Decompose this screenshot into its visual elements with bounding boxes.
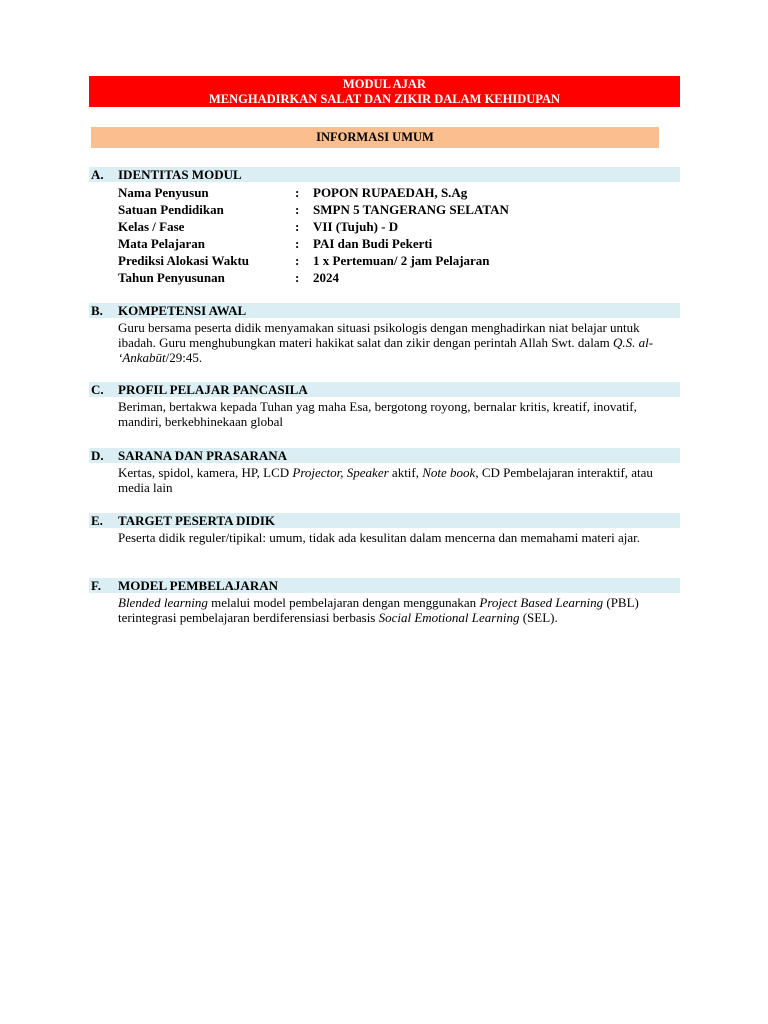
identity-table xyxy=(89,184,680,286)
body-text-italic: Projector, Speaker xyxy=(292,465,389,480)
section-letter: C. xyxy=(91,382,104,397)
section-target-peserta-didik xyxy=(89,513,680,545)
identity-label: Mata Pelajaran xyxy=(118,236,206,251)
body-text: (PBL) terintegrasi pembelajaran berdiferensiasi berbasis xyxy=(118,595,639,625)
section-header xyxy=(89,167,680,182)
section-letter: F. xyxy=(91,578,101,593)
identity-row-author xyxy=(89,184,680,201)
identity-label: Prediksi Alokasi Waktu xyxy=(118,253,250,268)
section-profil-pelajar-pancasila xyxy=(89,382,680,429)
identity-row-school xyxy=(89,201,680,218)
module-title-banner xyxy=(89,76,680,107)
identity-label: Kelas / Fase xyxy=(118,219,185,234)
identity-row-subject xyxy=(89,235,680,252)
identity-value: PAI dan Budi Pekerti xyxy=(313,236,433,251)
body-text-italic: Note book, xyxy=(422,465,479,480)
identity-label: Satuan Pendidikan xyxy=(118,202,224,217)
section-header xyxy=(89,513,680,528)
identity-colon: : xyxy=(295,202,300,217)
section-header xyxy=(89,303,680,318)
identity-colon: : xyxy=(295,219,300,234)
body-text: (SEL). xyxy=(519,610,558,625)
identity-colon: : xyxy=(295,253,300,268)
section-header xyxy=(89,382,680,397)
identity-value: POPON RUPAEDAH, S.Ag xyxy=(313,185,468,200)
general-info-heading: INFORMASI UMUM xyxy=(91,127,659,148)
module-title-line1: MODUL AJAR xyxy=(343,77,426,91)
body-text: CD Pembelajaran interaktif, atau media lain xyxy=(118,465,653,495)
identity-value: VII (Tujuh) - D xyxy=(313,219,399,234)
identity-value: SMPN 5 TANGERANG SELATAN xyxy=(313,202,509,217)
section-sarana-prasarana xyxy=(89,448,680,495)
identity-value: 1 x Pertemuan/ 2 jam Pelajaran xyxy=(313,253,490,268)
section-model-pembelajaran xyxy=(89,578,680,625)
body-text: Kertas, spidol, kamera, HP, LCD xyxy=(118,465,293,480)
section-body xyxy=(89,320,680,365)
section-title: MODEL PEMBELAJARAN xyxy=(118,578,278,593)
body-text: Guru bersama peserta didik menyamakan situasi psikologis dengan menghadirkan niat belajar untuk ibadah. Guru menghubungkan materi hakikat salat dan zikir dengan perintah Allah Swt. dalam xyxy=(118,320,640,350)
section-body xyxy=(89,595,680,625)
section-title: KOMPETENSI AWAL xyxy=(118,303,247,318)
identity-row-year xyxy=(89,269,680,286)
section-body: Beriman, bertakwa kepada Tuhan yag maha Esa, bergotong royong, bernalar kritis, kreatif, inovatif, mandiri, berkebhinekaan global xyxy=(118,399,637,429)
section-body: Peserta didik reguler/tipikal: umum, tidak ada kesulitan dalam mencerna dan memahami materi ajar. xyxy=(118,530,640,545)
identity-row-time-allocation xyxy=(89,252,680,269)
identity-colon: : xyxy=(295,270,300,285)
section-kompetensi-awal xyxy=(89,303,680,365)
identity-colon: : xyxy=(295,185,300,200)
identity-colon: : xyxy=(295,236,300,251)
section-title: IDENTITAS MODUL xyxy=(118,167,242,182)
module-title-line2: MENGHADIRKAN SALAT DAN ZIKIR DALAM KEHIDUPAN xyxy=(208,92,561,106)
identity-value: 2024 xyxy=(313,270,339,285)
section-title: PROFIL PELAJAR PANCASILA xyxy=(118,382,308,397)
body-text: /29:45. xyxy=(165,350,203,365)
identity-label: Tahun Penyusunan xyxy=(118,270,225,285)
section-letter: D. xyxy=(91,448,104,463)
body-text-italic: Social Emotional Learning xyxy=(378,610,520,625)
section-body xyxy=(89,465,680,495)
body-text-italic: Project Based Learning xyxy=(479,595,604,610)
identity-row-class xyxy=(89,218,680,235)
section-header xyxy=(89,578,680,593)
body-text-italic: Blended learning xyxy=(118,595,208,610)
body-text: melalui model pembelajaran dengan menggunakan xyxy=(207,595,480,610)
identity-label: Nama Penyusun xyxy=(118,185,209,200)
section-letter: E. xyxy=(91,513,103,528)
section-title: SARANA DAN PRASARANA xyxy=(118,448,288,463)
body-text-italic: Q.S. al- ‘Ankabūt xyxy=(118,335,654,365)
body-text: aktif, xyxy=(388,465,423,480)
section-header xyxy=(89,448,680,463)
section-identitas-modul xyxy=(89,167,680,286)
section-letter: A. xyxy=(91,167,104,182)
section-letter: B. xyxy=(91,303,103,318)
section-title: TARGET PESERTA DIDIK xyxy=(118,513,276,528)
